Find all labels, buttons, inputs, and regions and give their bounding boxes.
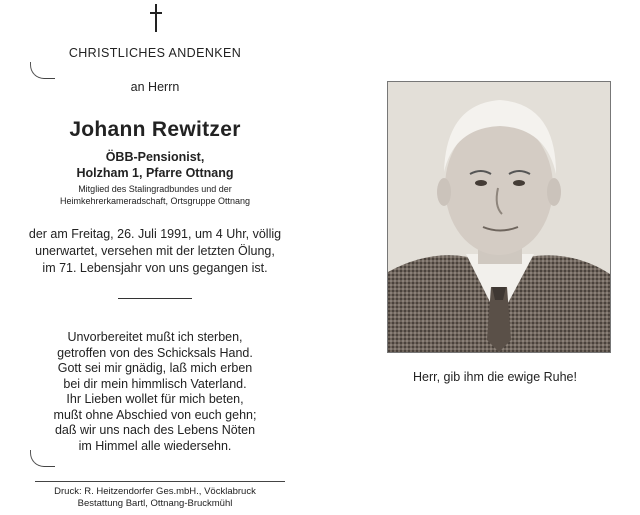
poem-line: Unvorbereitet mußt ich sterben,: [67, 330, 243, 344]
photo-caption: Herr, gib ihm die ewige Ruhe!: [413, 370, 577, 384]
credit-line: Druck: R. Heitzendorfer Ges.mbH., Vöcklabruck: [54, 486, 256, 497]
left-panel: [0, 0, 310, 515]
portrait-illustration: [388, 82, 610, 352]
notice-line: der am Freitag, 26. Juli 1991, um 4 Uhr, völlig: [28, 227, 282, 241]
poem: [0, 330, 310, 454]
title-line: Holzham 1, Pfarre Ottnang: [76, 166, 234, 180]
portrait-photo: [387, 81, 611, 353]
poem-line: bei dir mein himmlisch Vaterland.: [63, 376, 247, 391]
poem-line: daß wir uns nach des Lebens Nöten: [54, 423, 256, 437]
footer-divider: [35, 481, 285, 482]
poem-line: Ihr Lieben wollet für mich beten,: [66, 392, 244, 406]
salutation: an Herrn: [130, 80, 180, 94]
death-notice: [0, 226, 310, 277]
poem-line: im Himmel alle wiedersehn.: [78, 438, 232, 453]
deceased-title: [0, 149, 310, 181]
print-credits: [0, 486, 310, 510]
poem-line: Gott sei mir gnädig, laß mich erben: [57, 361, 253, 375]
punch-hole-icon: [30, 62, 55, 79]
deceased-name: Johann Rewitzer: [69, 118, 241, 141]
membership-line: Heimkehrerkameradschaft, Ortsgruppe Ottnang: [59, 196, 251, 206]
membership-line: Mitglied des Stalingradbundes und der: [78, 184, 232, 194]
poem-line: mußt ohne Abschied von euch gehn;: [53, 407, 257, 422]
cross-icon: [148, 4, 164, 32]
title-line: ÖBB-Pensionist,: [105, 150, 205, 164]
poem-line: getroffen von des Schicksals Hand.: [57, 345, 253, 360]
membership-text: [0, 183, 310, 207]
notice-line: im 71. Lebensjahr von uns gegangen ist.: [42, 261, 268, 275]
notice-line: unerwartet, versehen mit der letzten Ölung,: [35, 244, 275, 258]
card-heading: CHRISTLICHES ANDENKEN: [68, 46, 242, 60]
credit-line: Bestattung Bartl, Ottnang-Bruckmühl: [77, 498, 233, 509]
divider: [118, 298, 192, 299]
